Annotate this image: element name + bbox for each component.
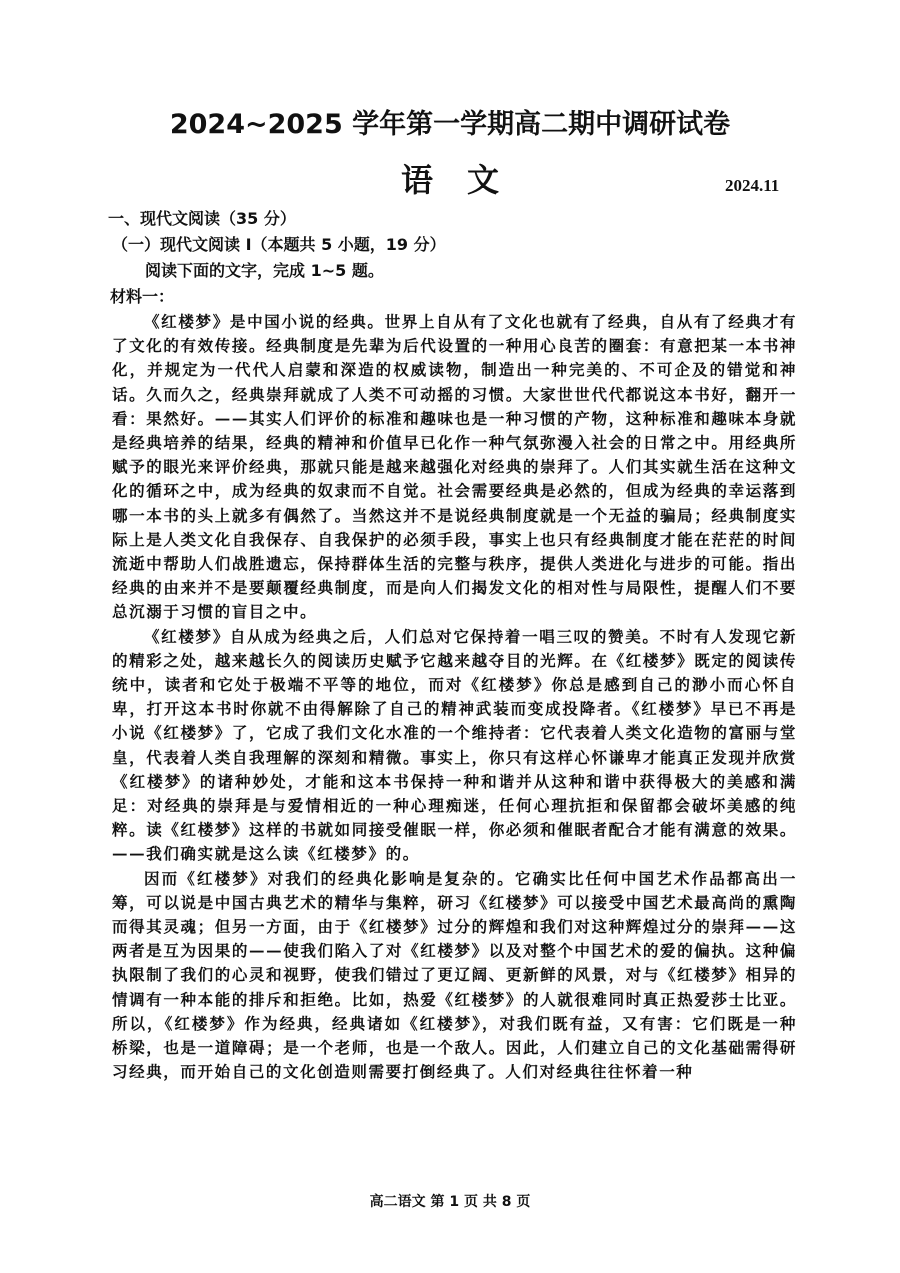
page-footer: 高二语文 第 1 页 共 8 页	[369, 1194, 531, 1210]
subsection-heading: （一）现代文阅读 Ⅰ（本题共 5 小题，19 分）	[112, 235, 446, 254]
paragraph-3: 因而《红楼梦》对我们的经典化影响是复杂的。它确实比任何中国艺术作品都高出一筹，可以说是中国古典艺术的精华与集粹，研习《红楼梦》可以接受中国艺术最高尚的熏陶而得其灵魂；但另一方面，由于《红楼梦》过分的辉煌和我们对这种辉煌过分的崇拜——这两者是互为因果的——使我们陷入了对《红楼梦》以及对整个中国艺术的爱的偏执。这种偏执限制了我们的心灵和视野，使我们错过了更辽阔、更新鲜的风景，对与《红楼梦》相异的情调有一种本能的排斥和拒绝。比如，热爱《红楼梦》的人就很难同时真正热爱莎士比亚。所以，《红楼梦》作为经典，经典诸如《红楼梦》，对我们既有益，又有害：它们既是一种桥梁，也是一道障碍；是一个老师，也是一个敌人。因此，人们建立自己的文化基础需得研习经典，而开始自己的文化创造则需要打倒经典了。人们对经典往往怀着一种	[112, 868, 797, 1082]
paragraph-1: 《红楼梦》是中国小说的经典。世界上自从有了文化也就有了经典，自从有了经典才有了文化的有效传接。经典制度是先辈为后代设置的一种用心良苦的圈套：有意把某一本书神化，并规定为一代代人启蒙和深造的权威读物，制造出一种完美的、不可企及的错觉和神话。久而久之，经典崇拜就成了人类不可动摇的习惯。大家世世代代都说这本书好，翻开一看：果然好。——其实人们评价的标准和趣味也是一种习惯的产物，这种标准和趣味本身就是经典培养的结果，经典的精神和价值早已化作一种气氛弥漫入社会的日常之中。用经典所赋予的眼光来评价经典，那就只能是越来越强化对经典的崇拜了。人们其实就生活在这种文化的循环之中，成为经典的奴隶而不自觉。社会需要经典是必然的，但成为经典的幸运落到哪一本书的头上就多有偶然了。当然这并不是说经典制度就是一个无益的骗局；经典制度实际上是人类文化自我保存、自我保护的必须手段，事实上也只有经典制度才能在茫茫的时间流逝中帮助人们战胜遗忘，保持群体生活的完整与秩序，提供人类进化与进步的可能。指出经典的由来并不是要颠覆经典制度，而是向人们揭发文化的相对性与局限性，提醒人们不要总沉溺于习惯的盲目之中。	[112, 312, 797, 622]
material-label: 材料一：	[110, 287, 175, 306]
paragraph-2: 《红楼梦》自从成为经典之后，人们总对它保持着一唱三叹的赞美。不时有人发现它新的精彩之处，越来越长久的阅读历史赋予它越来越夺目的光辉。在《红楼梦》既定的阅读传统中，读者和它处于极端不平等的地位，而对《红楼梦》你总是感到自己的渺小而心怀自卑，打开这本书时你就不由得解除了自己的精神武装而变成投降者。《红楼梦》早已不再是小说《红楼梦》了，它成了我们文化水准的一个维持者：它代表着人类文化造物的富丽与堂皇，代表着人类自我理解的深刻和精微。事实上，你只有这样心怀谦卑才能真正发现并欣赏《红楼梦》的诸种妙处，才能和这本书保持一种和谐并从这种和谐中获得极大的美感和满足：对经典的崇拜是与爱情相近的一种心理痴迷，任何心理抗拒和保留都会破坏美感的纯粹。读《红楼梦》这样的书就如同接受催眠一样，你必须和催眠者配合才能有满意的效果。——我们确实就是这么读《红楼梦》的。	[112, 626, 797, 864]
reading-instruction: 阅读下面的文字，完成 1~5 题。	[145, 261, 384, 280]
exam-date: 2024.11	[725, 176, 780, 195]
subject-title: 语文	[400, 161, 533, 199]
section-heading: 一、现代文阅读（35 分）	[108, 209, 296, 228]
material-body	[112, 310, 797, 1085]
exam-title: 2024~2025 学年第一学期高二期中调研试卷	[169, 109, 731, 140]
